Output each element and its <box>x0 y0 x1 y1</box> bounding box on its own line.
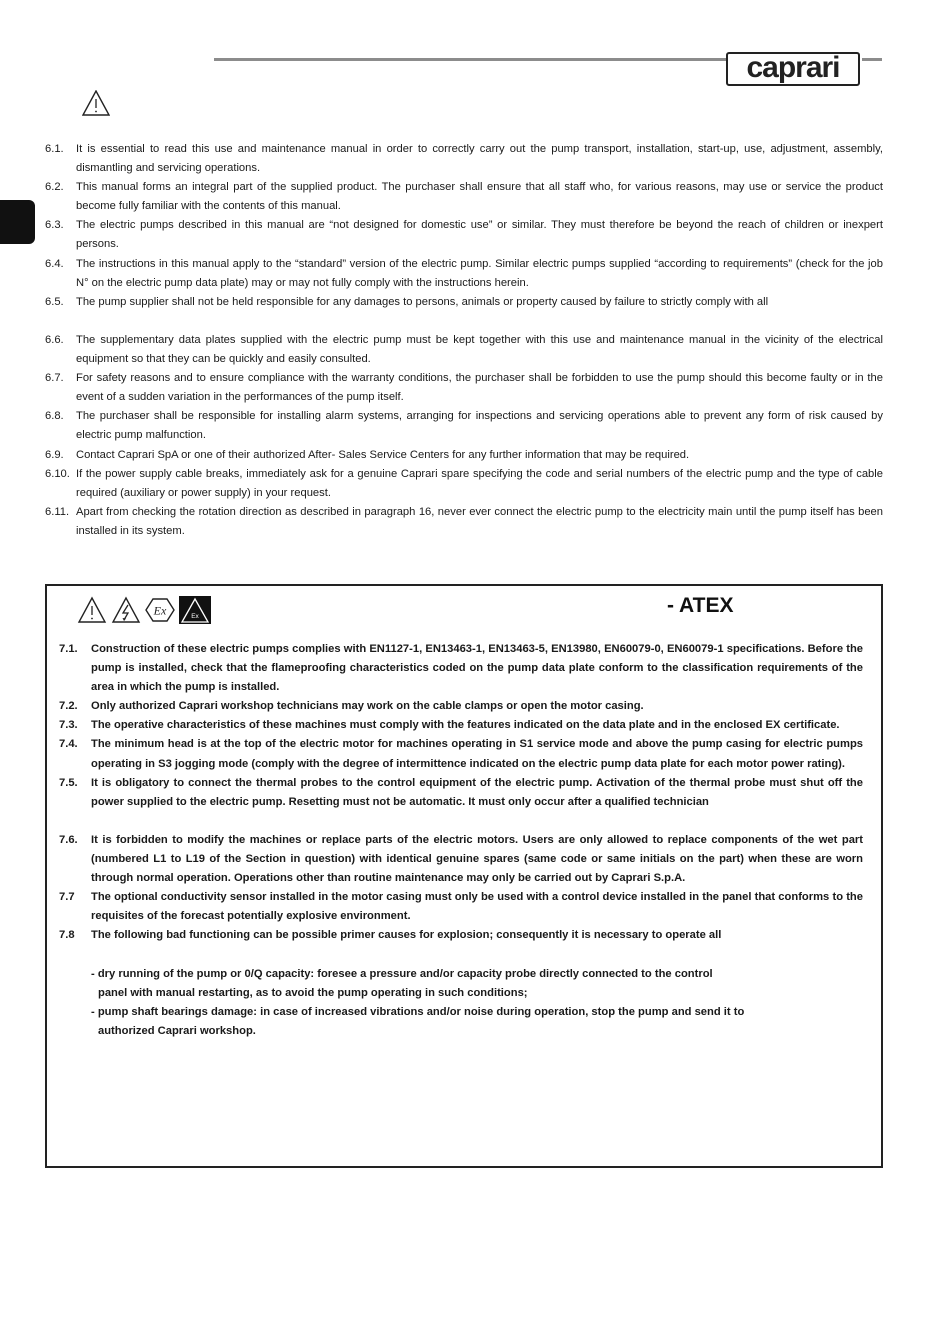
section-6-list <box>45 140 883 541</box>
warning-triangle-icon <box>77 596 107 624</box>
caprari-logo: caprari <box>726 52 860 86</box>
list-item: 7.5. It is obligatory to connect the thermal probes to the control equipment of the electric pump. Activation of the thermal probe must shut off the power supplied to the electric pump. Resetting must not be automatic. It must only occur after a qualified technician <box>59 776 863 808</box>
svg-text:Ex: Ex <box>153 603 167 618</box>
atex-icons <box>77 596 211 624</box>
list-item: 6.10. If the power supply cable breaks, immediately ask for a genuine Caprari spare specifying the code and serial numbers of the electric pump and the type of cable required (auxiliary or power supply) in your request. <box>45 467 883 499</box>
list-item: 7.6. It is forbidden to modify the machines or replace parts of the electric motors. Users are only allowed to replace components of the wet part (numbered L1 to L19 of the Section in question) with identical genuine spares (same code or same initials on the part) when these are worn through normal operation. Operations other than routine maintenance may only be carried out by Caprari S.p.A. <box>59 833 863 885</box>
list-item: 6.3. The electric pumps described in this manual are “not designed for domestic use” or similar. They must therefore be beyond the reach of children or inexpert persons. <box>45 219 883 251</box>
list-item: 6.4. The instructions in this manual apply to the “standard” version of the electric pump. Similar electric pumps supplied “according to requirements” (check for the job N° on the electric pump data plate) may or may not fully comply with the instructions herein. <box>45 257 883 289</box>
list-item: 6.7. For safety reasons and to ensure compliance with the warranty conditions, the purchaser shall be forbidden to use the pump should this become faulty or in the event of a sudden variation in the performances of the pump itself. <box>45 372 883 404</box>
list-item: 6.5. The pump supplier shall not be held responsible for any damages to persons, animals or property caused by failure to strictly comply with all <box>45 295 769 308</box>
svg-text:Ex: Ex <box>191 613 199 620</box>
header-rule-right <box>862 58 882 61</box>
list-subitem: - pump shaft bearings damage: in case of increased vibrations and/or noise during operation, stop the pump and send it to authorized Caprari workshop. <box>91 1005 745 1037</box>
atex-black-triangle-icon <box>179 596 211 624</box>
atex-box <box>45 584 883 1168</box>
header-rule <box>214 58 726 61</box>
list-item: 7.8 The following bad functioning can be possible primer causes for explosion; consequently it is necessary to operate all <box>59 929 722 942</box>
list-item: 7.2. Only authorized Caprari workshop technicians may work on the cable clamps or open the motor casing. <box>59 700 644 713</box>
list-item: 7.7 The optional conductivity sensor installed in the motor casing must only be used with a control device installed in the panel that conforms to the requisites of the forecast potentially explosive environment. <box>59 891 863 923</box>
list-item: 6.2. This manual forms an integral part of the supplied product. The purchaser shall ensure that all staff who, for various reasons, may use or service the product become fully familiar with the contents of this manual. <box>45 181 883 213</box>
list-subitem: - dry running of the pump or 0/Q capacity: foresee a pressure and/or capacity probe directly connected to the control panel with manual restarting, as to avoid the pump operating in such conditions; <box>91 967 713 999</box>
chapter-side-tab <box>0 200 35 244</box>
ex-hexagon-icon <box>145 596 175 624</box>
list-item: 6.8. The purchaser shall be responsible for installing alarm systems, arranging for inspections and servicing operations able to prevent any form of risk caused by electric pump malfunction. <box>45 410 883 442</box>
list-item: 7.4. The minimum head is at the top of the electric motor for machines operating in S1 service mode and above the pump casing for electric pumps operating in S3 jogging mode (comply with the degree of intermittence indicated on the electric pump data plate for each motor power rating). <box>59 738 863 770</box>
list-item: 6.1. It is essential to read this use and maintenance manual in order to correctly carry out the pump transport, installation, start-up, use, adjustment, assembly, dismantling and servicing operations. <box>45 143 883 175</box>
section-7-list <box>59 640 863 1041</box>
electrical-hazard-icon <box>111 596 141 624</box>
list-item: 7.1. Construction of these electric pumps complies with EN1127-1, EN13463-1, EN13463-5, EN13980, EN60079-0, EN60079-1 specifications. Before the pump is installed, check that the flameproofing characteristics coded on the pump data plate conform to the classification requirements of the area in which the pump is installed. <box>59 643 863 694</box>
atex-title: - ATEX <box>667 594 734 617</box>
list-item: 6.6. The supplementary data plates supplied with the electric pump must be kept together with this use and maintenance manual in the vicinity of the electrical equipment so that they can be quickly and easily consulted. <box>45 333 883 366</box>
list-item: 6.11. Apart from checking the rotation direction as described in paragraph 16, never ever connect the electric pump to the electricity main until the pump itself has been installed in its system. <box>45 505 883 537</box>
list-item: 6.9. Contact Caprari SpA or one of their authorized After- Sales Service Centers for any further information that may be required. <box>45 448 690 461</box>
warning-triangle-icon <box>82 90 110 116</box>
list-item: 7.3. The operative characteristics of these machines must comply with the features indicated on the data plate and in the enclosed EX certificate. <box>59 719 840 732</box>
